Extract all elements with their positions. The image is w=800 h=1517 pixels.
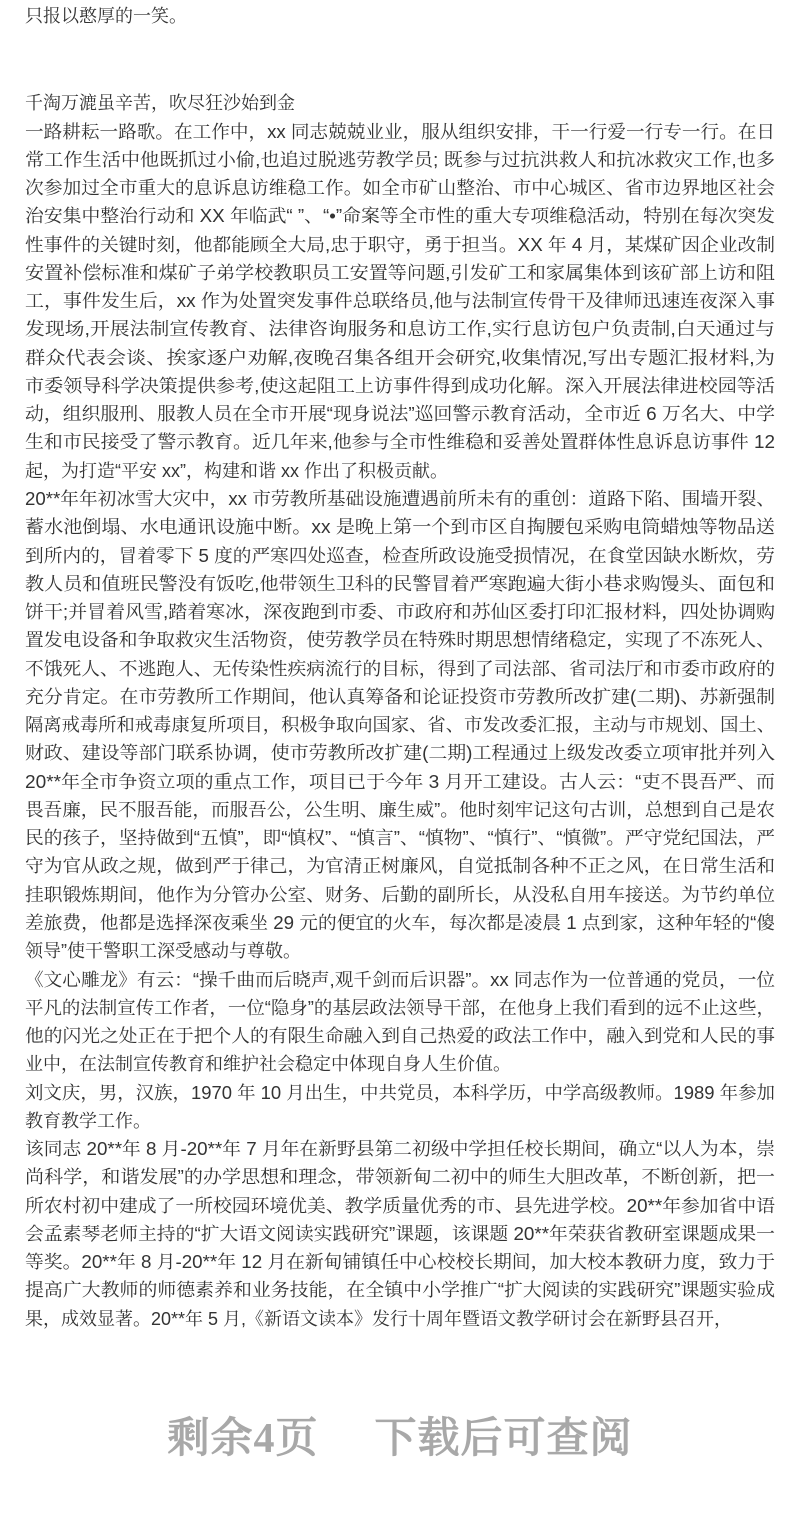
text-line: 果，成效显著。20**年 5 月,《新语文读本》发行十周年暨语文教学研讨会在新野县召开， (25, 1308, 733, 1329)
text-line: 性事件的关键时刻，他都能顾全大局,忠于职守，勇于担当。XX 年 4 月，某煤矿因企业改制 (25, 234, 775, 255)
text-line: 市委领导科学决策提供参考,使这起阻工上访事件得到成功化解。深入开展法律进校园等活 (25, 375, 775, 396)
text-line: 20**年全市争资立项的重点工作，项目已于今年 3 月开工建设。古人云：“吏不畏吾严、而 (25, 771, 775, 792)
text-line: 尚科学，和谐发展”的办学思想和理念，带领新甸二初中的师生大胆改革，不断创新，把一 (25, 1167, 775, 1188)
text-line: 不饿死人、不逃跑人、无传染性疾病流行的目标，得到了司法部、省司法厅和市委市政府的 (25, 658, 775, 679)
paragraph-6 (25, 1135, 775, 1333)
text-line: 刘文庆，男，汉族，1970 年 10 月出生，中共党员，本科学历，中学高级教师。1989 年参加 (25, 1082, 775, 1103)
paragraph-5 (25, 1079, 775, 1136)
text-line: 蓄水池倒塌、水电通讯设施中断。xx 是晚上第一个到市区自掏腰包采购电筒蜡烛等物品送 (25, 517, 775, 538)
text-line: 《文心雕龙》有云：“操千曲而后晓声,观千剑而后识器”。xx 同志作为一位普通的党员，一位 (25, 969, 775, 990)
text-line: 群众代表会谈、挨家逐户劝解,夜晚召集各组开会研究,收集情况,写出专题汇报材料,为 (25, 347, 775, 368)
text-line: 千淘万漉虽辛苦，吹尽狂沙始到金 (25, 93, 295, 114)
text-line: 领导”使干警职工深受感动与尊敬。 (25, 941, 301, 962)
text-line: 挂职锻炼期间，他作为分管办公室、财务、后勤的副所长，从没私自用车接送。为节约单位 (25, 884, 775, 905)
text-line: 置发电设备和争取救灾生活物资，使劳教学员在特殊时期思想情绪稳定，实现了不冻死人、 (25, 630, 775, 651)
text-line: 20**年年初冰雪大灾中，xx 市劳教所基础设施遭遇前所未有的重创：道路下陷、围墙开裂、 (25, 488, 775, 509)
text-line: 所农村初中建成了一所校园环境优美、教学质量优秀的市、县先进学校。20**年参加省中语 (25, 1195, 775, 1216)
text-line: 充分肯定。在市劳教所工作期间，他认真筹备和论证投资市劳教所改扩建(二期)、苏新强制 (25, 686, 775, 707)
paragraph-3 (25, 485, 775, 966)
text-line: 安置补偿标准和煤矿子弟学校教职员工安置等问题,引发矿工和家属集体到该矿部上访和阻 (25, 262, 775, 283)
document-text (25, 2, 775, 1333)
preview-footer (0, 1414, 800, 1464)
paragraph-2 (25, 118, 775, 485)
text-line: 到所内的，冒着零下 5 度的严寒四处巡查，检查所政设施受损情况，在食堂因缺水断炊，劳 (25, 545, 775, 566)
text-line: 工，事件发生后，xx 作为处置突发事件总联络员,他与法制宣传骨干及律师迅速连夜深入事 (25, 291, 776, 312)
text-line: 隔离戒毒所和戒毒康复所项目，积极争取向国家、省、市发改委汇报，主动与市规划、国土、 (25, 715, 775, 736)
text-line: 生和市民接受了警示教育。近几年来,他参与全市性维稳和妥善处置群体性息诉息访事件 12 (25, 432, 775, 453)
paragraph-4 (25, 966, 775, 1079)
text-line: 他的闪光之处正在于把个人的有限生命融入到自己热爱的政法工作中，融入到党和人民的事 (25, 1026, 775, 1047)
text-line: 等奖。20**年 8 月-20**年 12 月在新甸铺镇任中心校校长期间，加大校本教研力度，致力于 (25, 1252, 776, 1273)
text-line: 差旅费，他都是选择深夜乘坐 29 元的便宜的火车，每次都是凌晨 1 点到家，这种年轻的“傻 (25, 912, 775, 933)
paragraph-0 (25, 2, 775, 30)
text-line: 治安集中整治行动和 XX 年临武“ ”、“•”命案等全市性的重大专项维稳活动，特别在每次突发 (25, 206, 775, 227)
text-line: 平凡的法制宣传工作者，一位“隐身”的基层政法领导干部，在他身上我们看到的远不止这些， (25, 997, 775, 1018)
text-line: 饼干;并冒着风雪,踏着寒冰，深夜跑到市委、市政府和苏仙区委打印汇报材料，四处协调购 (25, 602, 776, 623)
download-hint-label: 下载后可查阅 (374, 1416, 633, 1462)
text-line: 教育教学工作。 (25, 1110, 151, 1131)
text-line: 一路耕耘一路歌。在工作中，xx 同志兢兢业业，服从组织安排，干一行爱一行专一行。在日 (25, 121, 775, 142)
text-line: 该同志 20**年 8 月-20**年 7 月年在新野县第二初级中学担任校长期间，确立“以人为本，崇 (25, 1139, 775, 1160)
text-line: 民的孩子，坚持做到“五慎”，即“慎权”、“慎言”、“慎物”、“慎行”、“慎微”。严守党纪国法，严 (25, 828, 775, 849)
text-line: 畏吾廉，民不服吾能，而服吾公，公生明、廉生威”。他时刻牢记这句古训，总想到自己是农 (25, 799, 775, 820)
text-line: 教人员和值班民警没有饭吃,他带领生卫科的民警冒着严寒跑遍大街小巷求购馒头、面包和 (25, 573, 775, 594)
text-line: 发现场,开展法制宣传教育、法律咨询服务和息访工作,实行息访包户负责制,白天通过与 (25, 319, 775, 340)
paragraph-1 (25, 89, 775, 117)
pages-remaining-label: 剩余4页 (167, 1416, 319, 1462)
text-line: 动，组织服刑、服教人员在全市开展“现身说法”巡回警示教育活动，全市近 6 万名大、中学 (25, 404, 775, 425)
text-line: 财政、建设等部门联系协调，使市劳教所改扩建(二期)工程通过上级发改委立项审批并列入 (25, 743, 775, 764)
text-line: 次参加过全市重大的息诉息访维稳工作。如全市矿山整治、市中心城区、省市边界地区社会 (25, 178, 775, 199)
text-line: 业中，在法制宣传教育和维护社会稳定中体现自身人生价值。 (25, 1054, 511, 1075)
text-line: 常工作生活中他既抓过小偷,也追过脱逃劳教学员; 既参与过抗洪救人和抗冰救灾工作,也多 (25, 149, 775, 170)
text-line: 提高广大教师的师德素养和业务技能，在全镇中小学推广“扩大阅读的实践研究”课题实验成 (25, 1280, 775, 1301)
text-line: 守为官从政之规，做到严于律己，为官清正树廉风，自觉抵制各种不正之风，在日常生活和 (25, 856, 775, 877)
text-line: 起，为打造“平安 xx”，构建和谐 xx 作出了积极贡献。 (25, 460, 448, 481)
text-line: 只报以憨厚的一笑。 (25, 6, 187, 26)
text-line: 会孟素琴老师主持的“扩大语文阅读实践研究”课题，该课题 20**年荣获省教研室课题成果一 (25, 1223, 775, 1244)
